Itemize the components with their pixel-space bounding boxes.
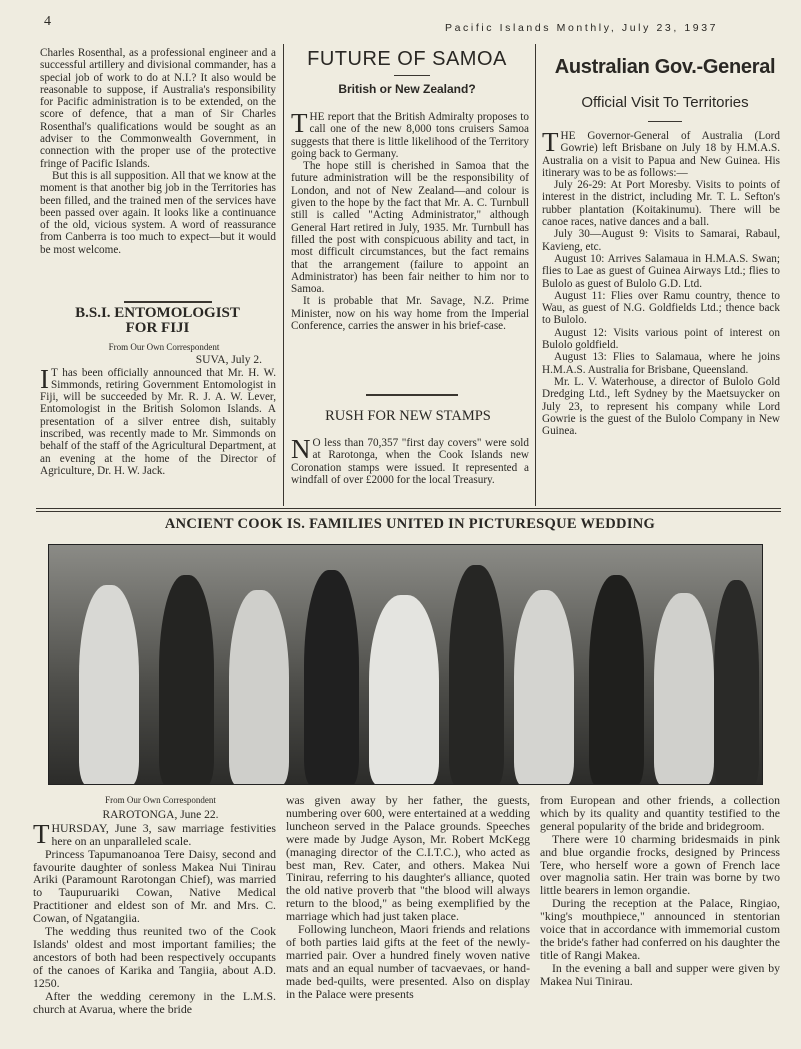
drop-cap: T: [542, 127, 559, 157]
divider: [394, 75, 430, 76]
article-paragraph: July 30—August 9: Visits to Samarai, Rabaul, Kavieng, etc.: [542, 228, 780, 253]
headline-wedding: ANCIENT COOK IS. FAMILIES UNITED IN PICTURESQUE WEDDING: [164, 516, 656, 532]
article-paragraph: Mr. L. V. Waterhouse, a director of Bulolo Gold Dredging Ltd., left Sydney by the Maetsuycker on July 23, to represent his company while Lord Gowrie is the guest of the Bulolo Company in New Guinea.: [542, 375, 780, 438]
wedding-column-3: [540, 794, 780, 988]
article-paragraph: Charles Rosenthal, as a professional engineer and a successful artillery and divisional commander, has a special job of work to do at N.I.? It also would be reasonable to suppose, if Australia's responsibility for Pacific administration is to be extended, on the score of defence, that a man of Sir Charles Rosenthal's qualifications would be sought as an adviser to the Commonwealth Government, in connection with the proper use of the protective fringe of Pacific Islands.: [40, 47, 276, 170]
article-paragraph: HE report that the British Admiralty proposes to call one of the new 8,000 tons cruisers Samoa suggests that there is little likelihood of the Territory going back to Germany.: [291, 111, 529, 160]
drop-cap: N: [291, 434, 311, 464]
article-samoa: [291, 108, 529, 333]
article-paragraph: During the reception at the Palace, Ringiao, "king's mouthpiece," announced in stentorian voice that in accordance with immemorial custom the bride's father had conferred on his daughter the title of Rangi Makea.: [540, 896, 780, 962]
headline-stamps: RUSH FOR NEW STAMPS: [325, 408, 491, 424]
column-divider: [535, 44, 536, 506]
article-entomologist: [40, 341, 276, 477]
article-paragraph: Following luncheon, Maori friends and relations of both parties laid gifts at the feet of the newly-married pair. Over a hundred finely woven native mats and an equal number of tacvaevaes, or hand-made bed-quilts, were presented. Also on display in the Palace were presents: [286, 922, 530, 1001]
article-paragraph: August 12: Visits various point of interest on Bulolo goldfield.: [542, 326, 780, 352]
article-paragraph: After the wedding ceremony in the L.M.S. church at Avarua, where the bride: [33, 988, 276, 1016]
article-paragraph: from European and other friends, a collection which by its quality and quantity testified to the general popularity of the bride and bridegroom.: [540, 793, 780, 833]
article-paragraph: T has been officially announced that Mr. H. W. Simmonds, retiring Government Entomologist in Fiji, will be succeeded by Mr. R. J. A. W. Lever, Entomologist in the British Solomon Islands. A presentation of a silver entree dish, suitably inscribed, was recently made to Mr. Simmonds on behalf of the staff of the Agricultural Department, at an evening at the home of the Director of Agriculture, Dr. H. W. Jack.: [40, 366, 276, 477]
article-stamps: [291, 434, 529, 486]
article-paragraph: July 26-29: At Port Moresby. Visits to points of interest in the district, including Mr. T. L. Sefton's rubber plantation (Koitakinumu). There will be canoe races, native dances and a ball.: [542, 179, 780, 229]
drop-cap: T: [291, 108, 308, 138]
article-paragraph: August 11: Flies over Ramu country, thence to Wau, as guest of N.G. Goldfields Ltd.; thence back to Bulolo.: [542, 289, 780, 327]
headline-entomologist: B.S.I. ENTOMOLOGIST FOR FIJI: [75, 305, 240, 336]
column-rosenthal: [40, 47, 276, 256]
article-paragraph: O less than 70,357 "first day covers" were sold at Rarotonga, when the Cook Islands new Coronation stamps were issued. It represented a windfall of over £2000 for the local Treasury.: [291, 437, 529, 486]
dateline: SUVA, July 2.: [195, 354, 262, 367]
drop-cap: I: [40, 363, 49, 394]
divider: [124, 301, 212, 303]
article-governor-general: [542, 127, 780, 438]
wedding-photograph: [48, 544, 763, 785]
byline: From Our Own Correspondent: [105, 795, 216, 805]
section-divider: [36, 508, 781, 509]
article-paragraph: Princess Tapumanoanoa Tere Daisy, second and favourite daughter of sonless Makea Nui Tinirau Ariki (Paramount Rarotongan Chief), was married to Taupuruariki Cowan, Native Medical Practitioner and eldest son of Mr. and Mrs. C. Cowan, of Ngatangiia.: [33, 846, 276, 926]
wedding-column-2: [286, 794, 530, 1001]
article-paragraph: HURSDAY, June 3, saw marriage festivities here on an unparalleled scale.: [51, 820, 276, 848]
article-paragraph: But this is all supposition. All that we know at the moment is that another big job in the Territories has been filled, and the trained men of the services have been passed over again. It looks like a continuance of the old, vicious system. A word of reassurance from Canberra is too much to expect—but it would be most welcome.: [40, 169, 276, 256]
subhead-governor-general: Official Visit To Territories: [581, 94, 749, 111]
headline-samoa: FUTURE OF SAMOA: [307, 48, 507, 70]
article-paragraph: HE Governor-General of Australia (Lord Gowrie) left Brisbane on July 18 by H.M.A.S. Australia on a visit to Papua and New Guinea. His itinerary was to be as follows:—: [542, 130, 780, 179]
divider: [366, 394, 458, 396]
headline-governor-general: Australian Gov.-General: [554, 56, 776, 78]
article-paragraph: It is probable that Mr. Savage, N.Z. Prime Minister, now on his way home from the Imperial Conference, carries the answer in his brief-case.: [291, 295, 529, 333]
article-paragraph: August 10: Arrives Salamaua in H.M.A.S. Swan; flies to Lae as guest of Guinea Airways Ltd.; flies to Bulolo as guest of Bulolo G.D. Ltd.: [542, 252, 780, 290]
section-divider: [36, 511, 781, 512]
article-paragraph: The wedding thus reunited two of the Cook Islands' oldest and most important families; the ancestors of both had been respectively occupants of the canoes of Karika and Tangiia, about A.D. 1250.: [33, 924, 276, 990]
article-paragraph: In the evening a ball and supper were given by Makea Nui Tinirau.: [540, 960, 780, 988]
article-paragraph: The hope still is cherished in Samoa that the future administration will be the responsibility of London, and not of New Zealand—and colour is given to the hope by the fact that Mr. A. C. Turnbull still is called "Acting Administrator," although General Hart retired in July, 1935. Mr. Turnbull has filled the post with conspicuous ability and tact, in most difficult circumstances, but the fact remains that the arrangement (failure to appoint an Administrator) has been fair neither to him nor to Samoa.: [291, 160, 529, 296]
masthead: Pacific Islands Monthly, July 23, 1937: [445, 22, 719, 34]
subhead-samoa: British or New Zealand?: [338, 82, 476, 96]
article-paragraph: was given away by her father, the guests, numbering over 600, were entertained at a wedding luncheon served in the Palace grounds. Speeches were made by Judge Ayson, Mr. Robert McKegg (managing director of the C.I.T.C.), who acted as best man, Rev. Cater, and others. Makea Nui Tinirau, referring to his daughter's alliance, quoted the old native proverb that "the blood will always return to the blood," as being exemplified by the marriage which had just taken place.: [286, 793, 530, 924]
article-paragraph: There were 10 charming bridesmaids in pink and blue organdie frocks, designed by Princess Tere, who herself wore a gown of French lace over magnolia satin. Her train was borne by two little bearers in lemon organdie.: [540, 831, 780, 898]
drop-cap: T: [33, 818, 50, 849]
page-number: 4: [44, 14, 51, 29]
byline: From Our Own Correspondent: [108, 342, 220, 352]
dateline: RAROTONGA, June 22.: [102, 808, 219, 821]
column-divider: [283, 44, 284, 506]
article-paragraph: August 13: Flies to Salamaua, where he joins H.M.A.S. Australia for Brisbane, Queensland.: [542, 351, 780, 376]
wedding-column-1: [33, 794, 276, 1015]
divider: [648, 121, 682, 122]
